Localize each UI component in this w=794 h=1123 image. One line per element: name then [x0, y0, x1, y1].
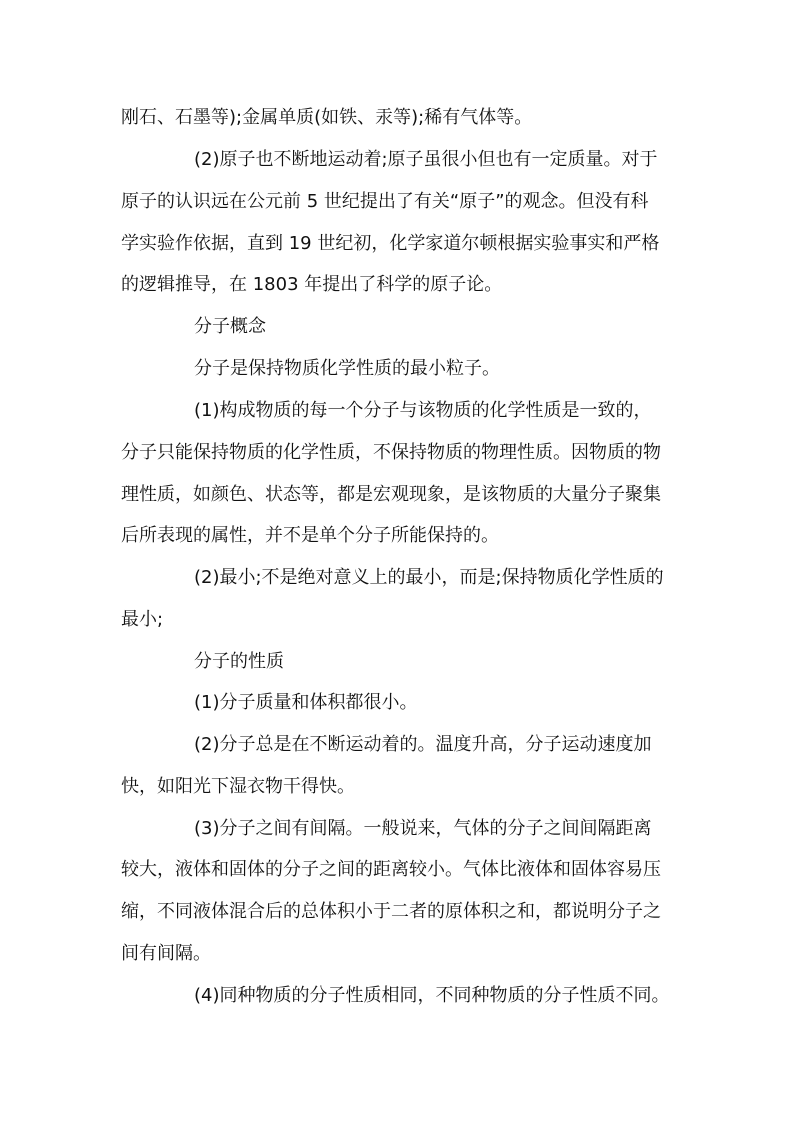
text-line-22: (4)同种物质的分子性质相同，不同种物质的分子性质不同。	[194, 985, 670, 1006]
text-line-8: (1)构成物质的每一个分子与该物质的化学性质是一致的，	[194, 400, 652, 421]
text-line-17: 快，如阳光下湿衣物干得快。	[121, 776, 355, 797]
text-line-13: 最小;	[121, 609, 164, 630]
text-line-3: 原子的认识远在公元前 5 世纪提出了有关“原子”的观念。但没有科	[121, 191, 649, 212]
text-line-18: (3)分子之间有间隔。一般说来，气体的分子之间间隔距离	[194, 818, 652, 839]
section-heading-molecule-concept: 分子概念	[194, 316, 266, 337]
text-line-7: 分子是保持物质化学性质的最小粒子。	[194, 358, 500, 379]
text-line-5: 的逻辑推导，在 1803 年提出了科学的原子论。	[121, 274, 503, 295]
text-line-20: 缩，不同液体混合后的总体积小于二者的原体积之和，都说明分子之	[121, 901, 661, 922]
text-line-11: 后所表现的属性，并不是单个分子所能保持的。	[121, 525, 499, 546]
text-line-9: 分子只能保持物质的化学性质，不保持物质的物理性质。因物质的物	[121, 442, 661, 463]
text-line-21: 间有间隔。	[121, 943, 211, 964]
text-line-10: 理性质，如颜色、状态等，都是宏观现象，是该物质的大量分子聚集	[121, 484, 661, 505]
section-heading-molecule-properties: 分子的性质	[194, 651, 284, 672]
text-line-16: (2)分子总是在不断运动着的。温度升高，分子运动速度加	[194, 734, 652, 755]
text-line-2: (2)原子也不断地运动着;原子虽很小但也有一定质量。对于	[194, 149, 658, 170]
text-line-4: 学实验作依据，直到 19 世纪初，化学家道尔顿根据实验事实和严格	[121, 233, 660, 254]
text-line-15: (1)分子质量和体积都很小。	[194, 692, 418, 713]
text-line-1: 刚石、石墨等);金属单质(如铁、汞等);稀有气体等。	[121, 107, 533, 128]
text-line-19: 较大，液体和固体的分子之间的距离较小。气体比液体和固体容易压	[121, 859, 661, 880]
text-line-12: (2)最小;不是绝对意义上的最小，而是;保持物质化学性质的	[194, 567, 664, 588]
